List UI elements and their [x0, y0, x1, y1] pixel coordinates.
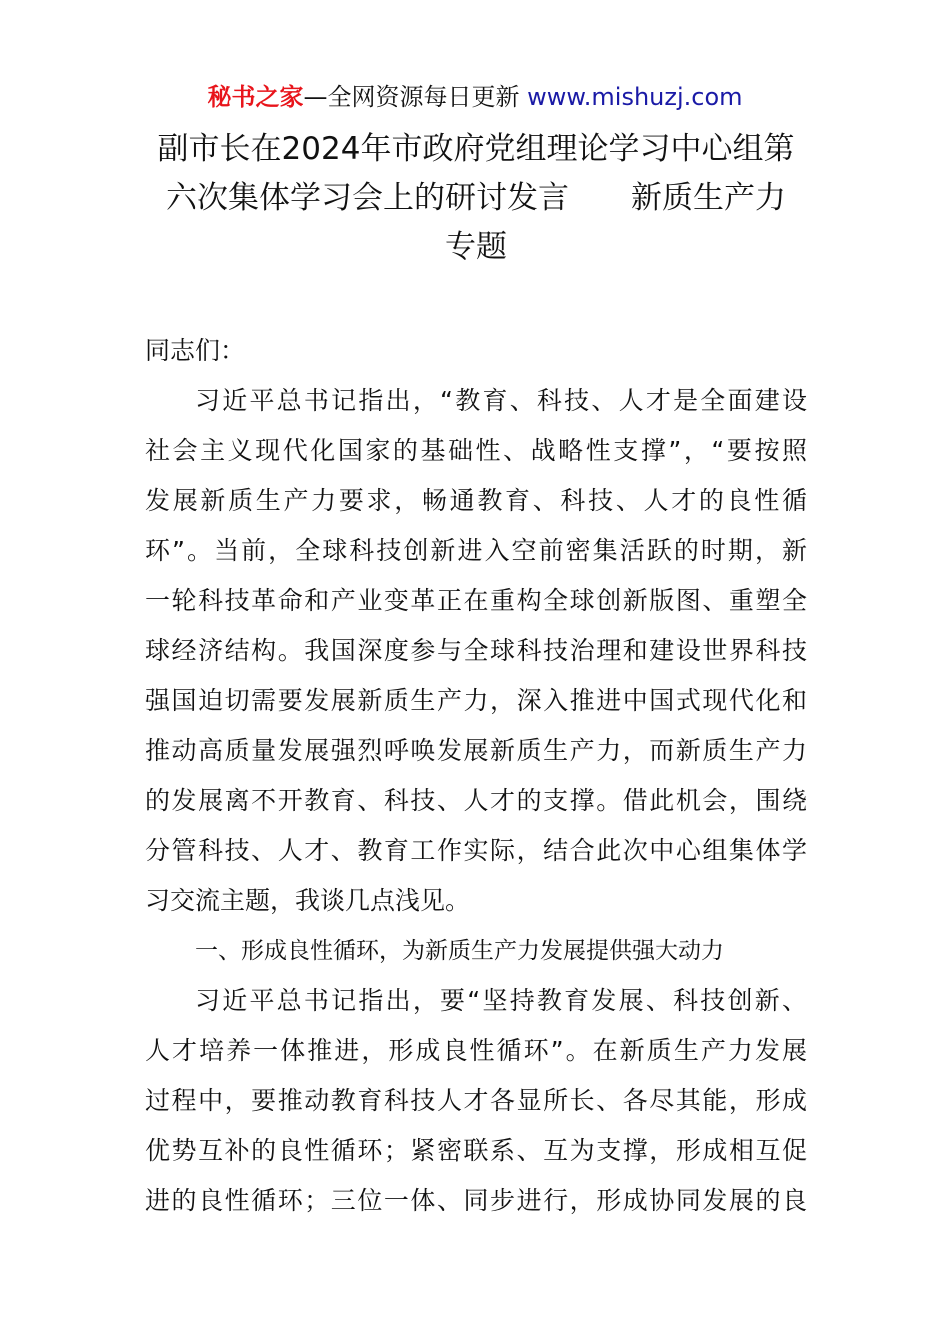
paragraph-line: 发展新质生产力要求，畅通教育、科技、人才的良性循: [145, 486, 807, 515]
paragraph-line: 社会主义现代化国家的基础性、战略性支撑”，“要按照: [145, 436, 807, 465]
site-url-link[interactable]: www.mishuzj.com: [527, 83, 743, 111]
paragraph-line: 推动高质量发展强烈呼唤发展新质生产力，而新质生产力: [145, 736, 807, 765]
paragraph-line: 过程中，要推动教育科技人才各显所长、各尽其能，形成: [145, 1086, 807, 1115]
paragraph-line: 的发展离不开教育、科技、人才的支撑。借此机会，围绕: [145, 786, 807, 815]
paragraph-line: 进的良性循环；三位一体、同步进行，形成协同发展的良: [145, 1186, 807, 1215]
paragraph-line: 习近平总书记指出，“教育、科技、人才是全面建设: [195, 386, 807, 415]
section-heading: 一、形成良性循环，为新质生产力发展提供强大动力: [195, 938, 724, 964]
document-title: [145, 125, 807, 272]
paragraph-line: 习交流主题，我谈几点浅见。: [145, 886, 471, 915]
paragraph-line: 强国迫切需要发展新质生产力，深入推进中国式现代化和: [145, 686, 807, 715]
paragraph-line: 分管科技、人才、教育工作实际，结合此次中心组集体学: [145, 836, 807, 865]
paragraph-line: 球经济结构。我国深度参与全球科技治理和建设世界科技: [145, 636, 807, 665]
title-line-2: [145, 174, 807, 223]
site-header: [0, 80, 950, 114]
header-tagline: —全网资源每日更新: [303, 83, 528, 111]
salutation: 同志们：: [145, 336, 246, 365]
brand-name: 秘书之家: [207, 83, 304, 111]
title-line-2-topic: 新质生产力: [631, 180, 786, 216]
paragraph-line: 人才培养一体推进，形成良性循环”。在新质生产力发展: [145, 1036, 807, 1065]
title-line-3: 专题: [445, 229, 507, 265]
title-line-1: 副市长在2024年市政府党组理论学习中心组第: [157, 131, 795, 167]
paragraph-line: 环”。当前，全球科技创新进入空前密集活跃的时期，新: [145, 536, 807, 565]
document-body: [145, 326, 807, 1226]
paragraph-line: 习近平总书记指出，要“坚持教育发展、科技创新、: [195, 986, 807, 1015]
paragraph-line: 一轮科技革命和产业变革正在重构全球创新版图、重塑全: [145, 586, 807, 615]
title-line-2-main: 六次集体学习会上的研讨发言: [166, 180, 569, 216]
paragraph-line: 优势互补的良性循环；紧密联系、互为支撑，形成相互促: [145, 1136, 807, 1165]
